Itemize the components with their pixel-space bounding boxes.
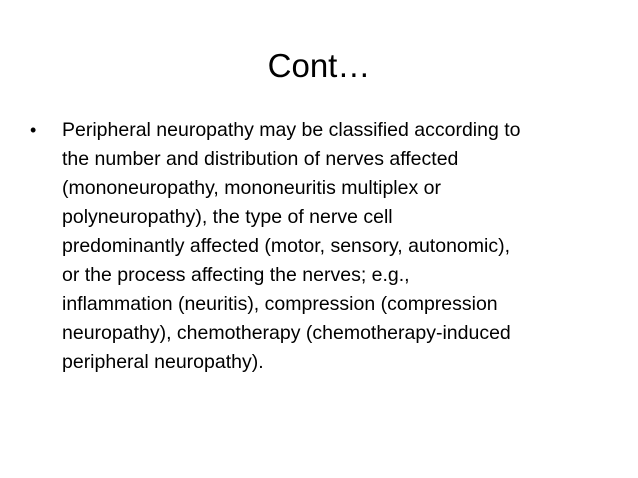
bullet-line: or the process affecting the nerves; e.g.,	[62, 264, 410, 286]
bullet-line: predominantly affected (motor, sensory, autonomic),	[62, 235, 510, 257]
bullet-line: peripheral neuropathy).	[62, 351, 264, 373]
bullet-line: neuropathy), chemotherapy (chemotherapy-induced	[62, 322, 511, 344]
bullet-line: (mononeuropathy, mononeuritis multiplex or	[62, 177, 441, 199]
bullet-text	[62, 116, 521, 377]
bullet-line: inflammation (neuritis), compression (compression	[62, 293, 498, 315]
bullet-icon: •	[30, 120, 37, 140]
bullet-line: polyneuropathy), the type of nerve cell	[62, 206, 393, 228]
bullet-item	[30, 116, 620, 377]
slide-title: Cont…	[267, 47, 371, 84]
bullet-line: the number and distribution of nerves affected	[62, 148, 459, 170]
bullet-list	[30, 116, 620, 377]
bullet-line: Peripheral neuropathy may be classified according to	[62, 119, 521, 141]
